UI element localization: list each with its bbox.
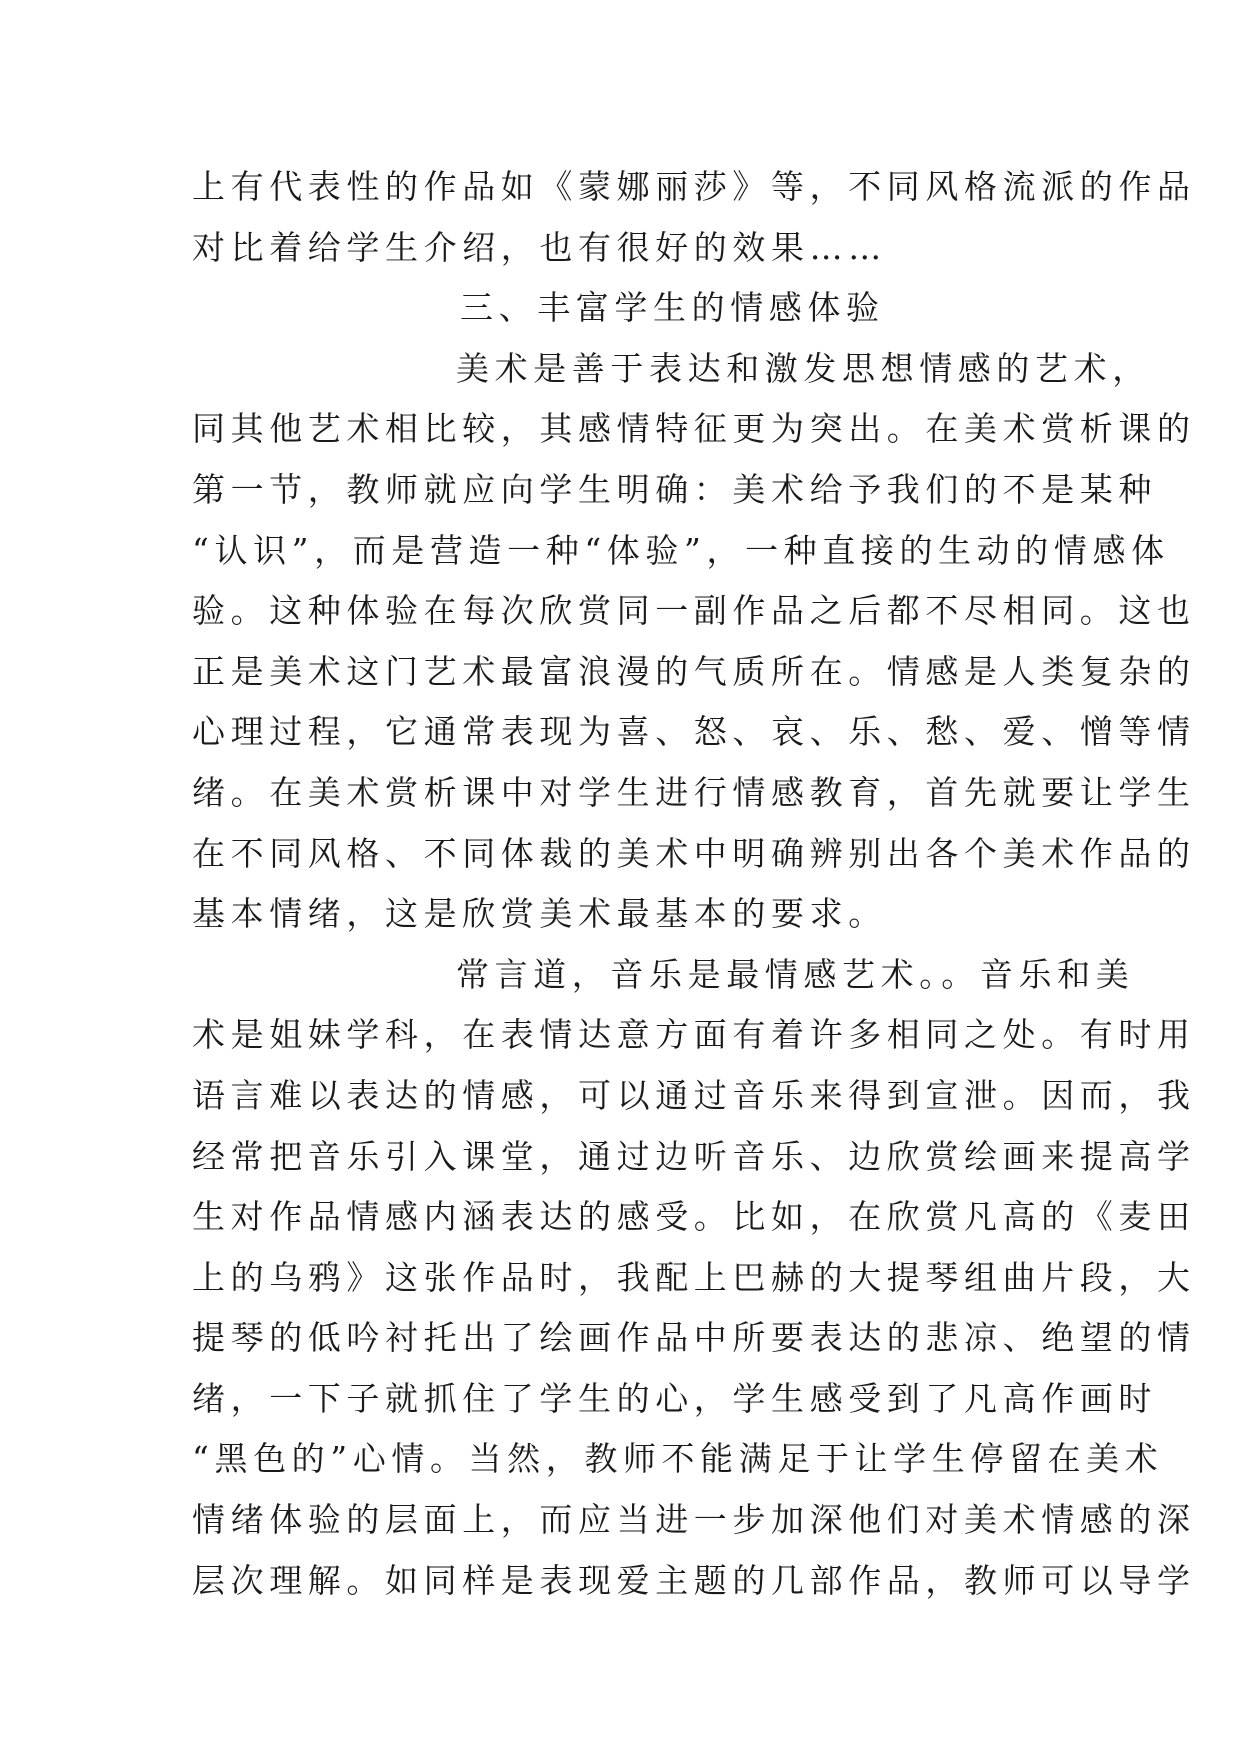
paragraph-first-line: 美术是善于表达和激发思想情感的艺术， (456, 348, 1151, 388)
text-line: 同其他艺术相比较，其感情特征更为突出。在美术赏析课的 (192, 409, 1196, 449)
text-line: 上有代表性的作品如《蒙娜丽莎》等，不同风格流派的作品 (192, 167, 1196, 206)
text-line: 提琴的低吟衬托出了绘画作品中所要表达的悲凉、绝望的情 (192, 1318, 1196, 1358)
text-line: 第一节，教师就应向学生明确：美术给予我们的不是某种 (192, 469, 1157, 509)
text-line: 术是姐妹学科，在表情达意方面有着许多相同之处。有时用 (192, 1015, 1196, 1055)
body-text (192, 157, 1196, 1611)
section-heading: 三、丰富学生的情感体验 (460, 288, 885, 328)
text-line: 语言难以表达的情感，可以通过音乐来得到宣泄。因而，我 (192, 1075, 1196, 1115)
text-line: 心理过程，它通常表现为喜、怒、哀、乐、愁、爱、憎等情 (192, 712, 1196, 752)
text-line: “认识”，而是营造一种“体验”，一种直接的生动的情感体 (192, 530, 1170, 570)
text-line: 经常把音乐引入课堂，通过边听音乐、边欣赏绘画来提高学 (192, 1136, 1196, 1176)
paragraph-first-line: 常言道，音乐是最情感艺术。。音乐和美 (456, 954, 1135, 994)
text-line: 层次理解。如同样是表现爱主题的几部作品，教师可以导学 (192, 1560, 1196, 1600)
text-line: 绪，一下子就抓住了学生的心，学生感受到了凡高作画时 (192, 1378, 1157, 1418)
text-line: 上的乌鸦》这张作品时，我配上巴赫的大提琴组曲片段，大 (192, 1257, 1196, 1297)
text-line: “黑色的”心情。当然，教师不能满足于让学生停留在美术 (192, 1439, 1164, 1479)
text-line: 情绪体验的层面上，而应当进一步加深他们对美术情感的深 (192, 1500, 1196, 1540)
text-line: 在不同风格、不同体裁的美术中明确辨别出各个美术作品的 (192, 833, 1196, 873)
text-line: 基本情绪，这是欣赏美术最基本的要求。 (192, 894, 887, 934)
text-line: 对比着给学生介绍，也有很好的效果…… (192, 227, 887, 267)
text-line: 绪。在美术赏析课中对学生进行情感教育，首先就要让学生 (192, 772, 1196, 812)
text-line: 生对作品情感内涵表达的感受。比如，在欣赏凡高的《麦田 (192, 1197, 1196, 1237)
text-line: 正是美术这门艺术最富浪漫的气质所在。情感是人类复杂的 (192, 651, 1196, 691)
text-line: 验。这种体验在每次欣赏同一副作品之后都不尽相同。这也 (192, 591, 1196, 631)
